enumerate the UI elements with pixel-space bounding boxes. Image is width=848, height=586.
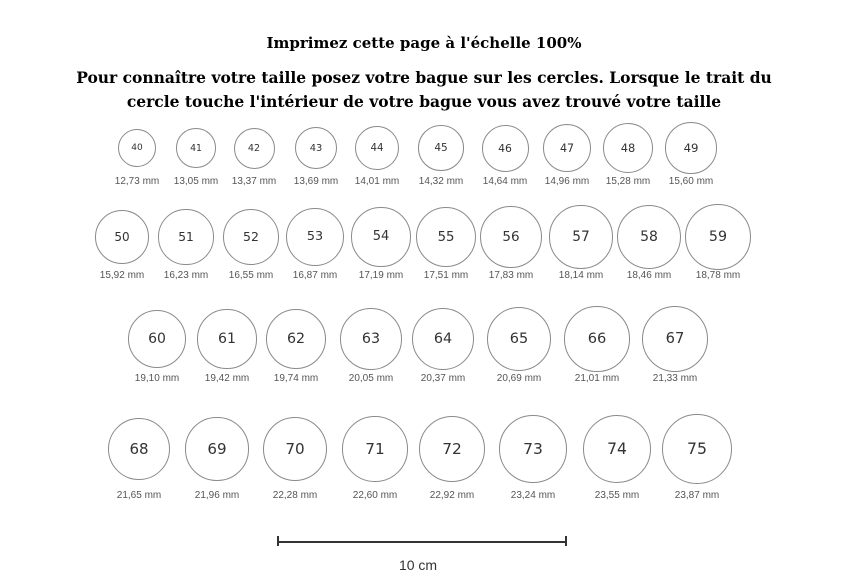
ring-circle-64: 64: [412, 308, 475, 371]
ring-circle-57: 57: [549, 205, 612, 268]
ring-circle-50: 50: [95, 210, 149, 264]
instructions: [0, 66, 848, 114]
ring-diameter-47: 14,96 mm: [544, 176, 590, 187]
ring-circle-40: 40: [118, 129, 156, 167]
instructions-line-1: Pour connaître votre taille posez votre bague sur les cercles. Lorsque le trait du: [76, 68, 772, 87]
ring-circle-56: 56: [480, 206, 542, 268]
ring-diameter-65: 20,69 mm: [496, 373, 542, 384]
ring-diameter-41: 13,05 mm: [173, 176, 219, 187]
ring-diameter-68: 21,65 mm: [116, 490, 162, 501]
ring-circle-60: 60: [128, 310, 186, 368]
ring-diameter-50: 15,92 mm: [99, 270, 145, 281]
ring-circle-67: 67: [642, 306, 708, 372]
ring-circle-66: 66: [564, 306, 629, 371]
ring-circle-72: 72: [419, 416, 485, 482]
ring-diameter-71: 22,60 mm: [352, 490, 398, 501]
ring-diameter-61: 19,42 mm: [204, 373, 250, 384]
ring-circle-45: 45: [418, 125, 464, 171]
ring-diameter-53: 16,87 mm: [292, 270, 338, 281]
ring-diameter-44: 14,01 mm: [354, 176, 400, 187]
ring-diameter-62: 19,74 mm: [273, 373, 319, 384]
ring-circle-52: 52: [223, 209, 280, 266]
ring-circle-75: 75: [662, 414, 732, 484]
ring-circle-42: 42: [234, 128, 275, 169]
ring-diameter-70: 22,28 mm: [272, 490, 318, 501]
ring-circle-48: 48: [603, 123, 653, 173]
ring-diameter-54: 17,19 mm: [358, 270, 404, 281]
ring-diameter-57: 18,14 mm: [558, 270, 604, 281]
page-title: Imprimez cette page à l'échelle 100%: [266, 34, 582, 52]
scale-label: 10 cm: [398, 557, 438, 573]
ring-circle-69: 69: [185, 417, 248, 480]
ring-circle-63: 63: [340, 308, 402, 370]
ring-diameter-40: 12,73 mm: [114, 176, 160, 187]
ring-diameter-72: 22,92 mm: [429, 490, 475, 501]
ring-diameter-55: 17,51 mm: [423, 270, 469, 281]
ring-circle-41: 41: [176, 128, 216, 168]
ring-diameter-59: 18,78 mm: [695, 270, 741, 281]
ring-circle-54: 54: [351, 207, 410, 266]
scale-bar: [278, 541, 567, 543]
ring-diameter-75: 23,87 mm: [674, 490, 720, 501]
ring-circle-62: 62: [266, 309, 326, 369]
ring-diameter-74: 23,55 mm: [594, 490, 640, 501]
ring-circle-43: 43: [295, 127, 338, 170]
ring-diameter-43: 13,69 mm: [293, 176, 339, 187]
ring-diameter-45: 14,32 mm: [418, 176, 464, 187]
ring-diameter-42: 13,37 mm: [231, 176, 277, 187]
ring-diameter-63: 20,05 mm: [348, 373, 394, 384]
ring-diameter-64: 20,37 mm: [420, 373, 466, 384]
ring-circle-61: 61: [197, 309, 256, 368]
ring-circle-74: 74: [583, 415, 652, 484]
ring-circle-51: 51: [158, 209, 213, 264]
ring-circle-44: 44: [355, 126, 399, 170]
ring-circle-68: 68: [108, 418, 170, 480]
ring-circle-58: 58: [617, 205, 681, 269]
ring-diameter-51: 16,23 mm: [163, 270, 209, 281]
ring-diameter-56: 17,83 mm: [488, 270, 534, 281]
ring-circle-55: 55: [416, 207, 477, 268]
ring-circle-73: 73: [499, 415, 567, 483]
ring-diameter-73: 23,24 mm: [510, 490, 556, 501]
ring-circle-65: 65: [487, 307, 551, 371]
ring-circle-59: 59: [685, 204, 751, 270]
ring-diameter-67: 21,33 mm: [652, 373, 698, 384]
ring-diameter-48: 15,28 mm: [605, 176, 651, 187]
ring-diameter-49: 15,60 mm: [668, 176, 714, 187]
scale-tick-left: [277, 536, 279, 546]
ring-circle-53: 53: [286, 208, 344, 266]
ring-circle-49: 49: [665, 122, 717, 174]
ring-diameter-60: 19,10 mm: [134, 373, 180, 384]
ring-diameter-69: 21,96 mm: [194, 490, 240, 501]
ring-diameter-66: 21,01 mm: [574, 373, 620, 384]
ring-diameter-46: 14,64 mm: [482, 176, 528, 187]
ring-diameter-52: 16,55 mm: [228, 270, 274, 281]
ring-circle-70: 70: [263, 417, 327, 481]
scale-tick-right: [565, 536, 567, 546]
ring-diameter-58: 18,46 mm: [626, 270, 672, 281]
ring-circle-71: 71: [342, 416, 407, 481]
instructions-line-2: cercle touche l'intérieur de votre bague vous avez trouvé votre taille: [126, 92, 722, 111]
ring-circle-46: 46: [482, 125, 529, 172]
ring-circle-47: 47: [543, 124, 592, 173]
